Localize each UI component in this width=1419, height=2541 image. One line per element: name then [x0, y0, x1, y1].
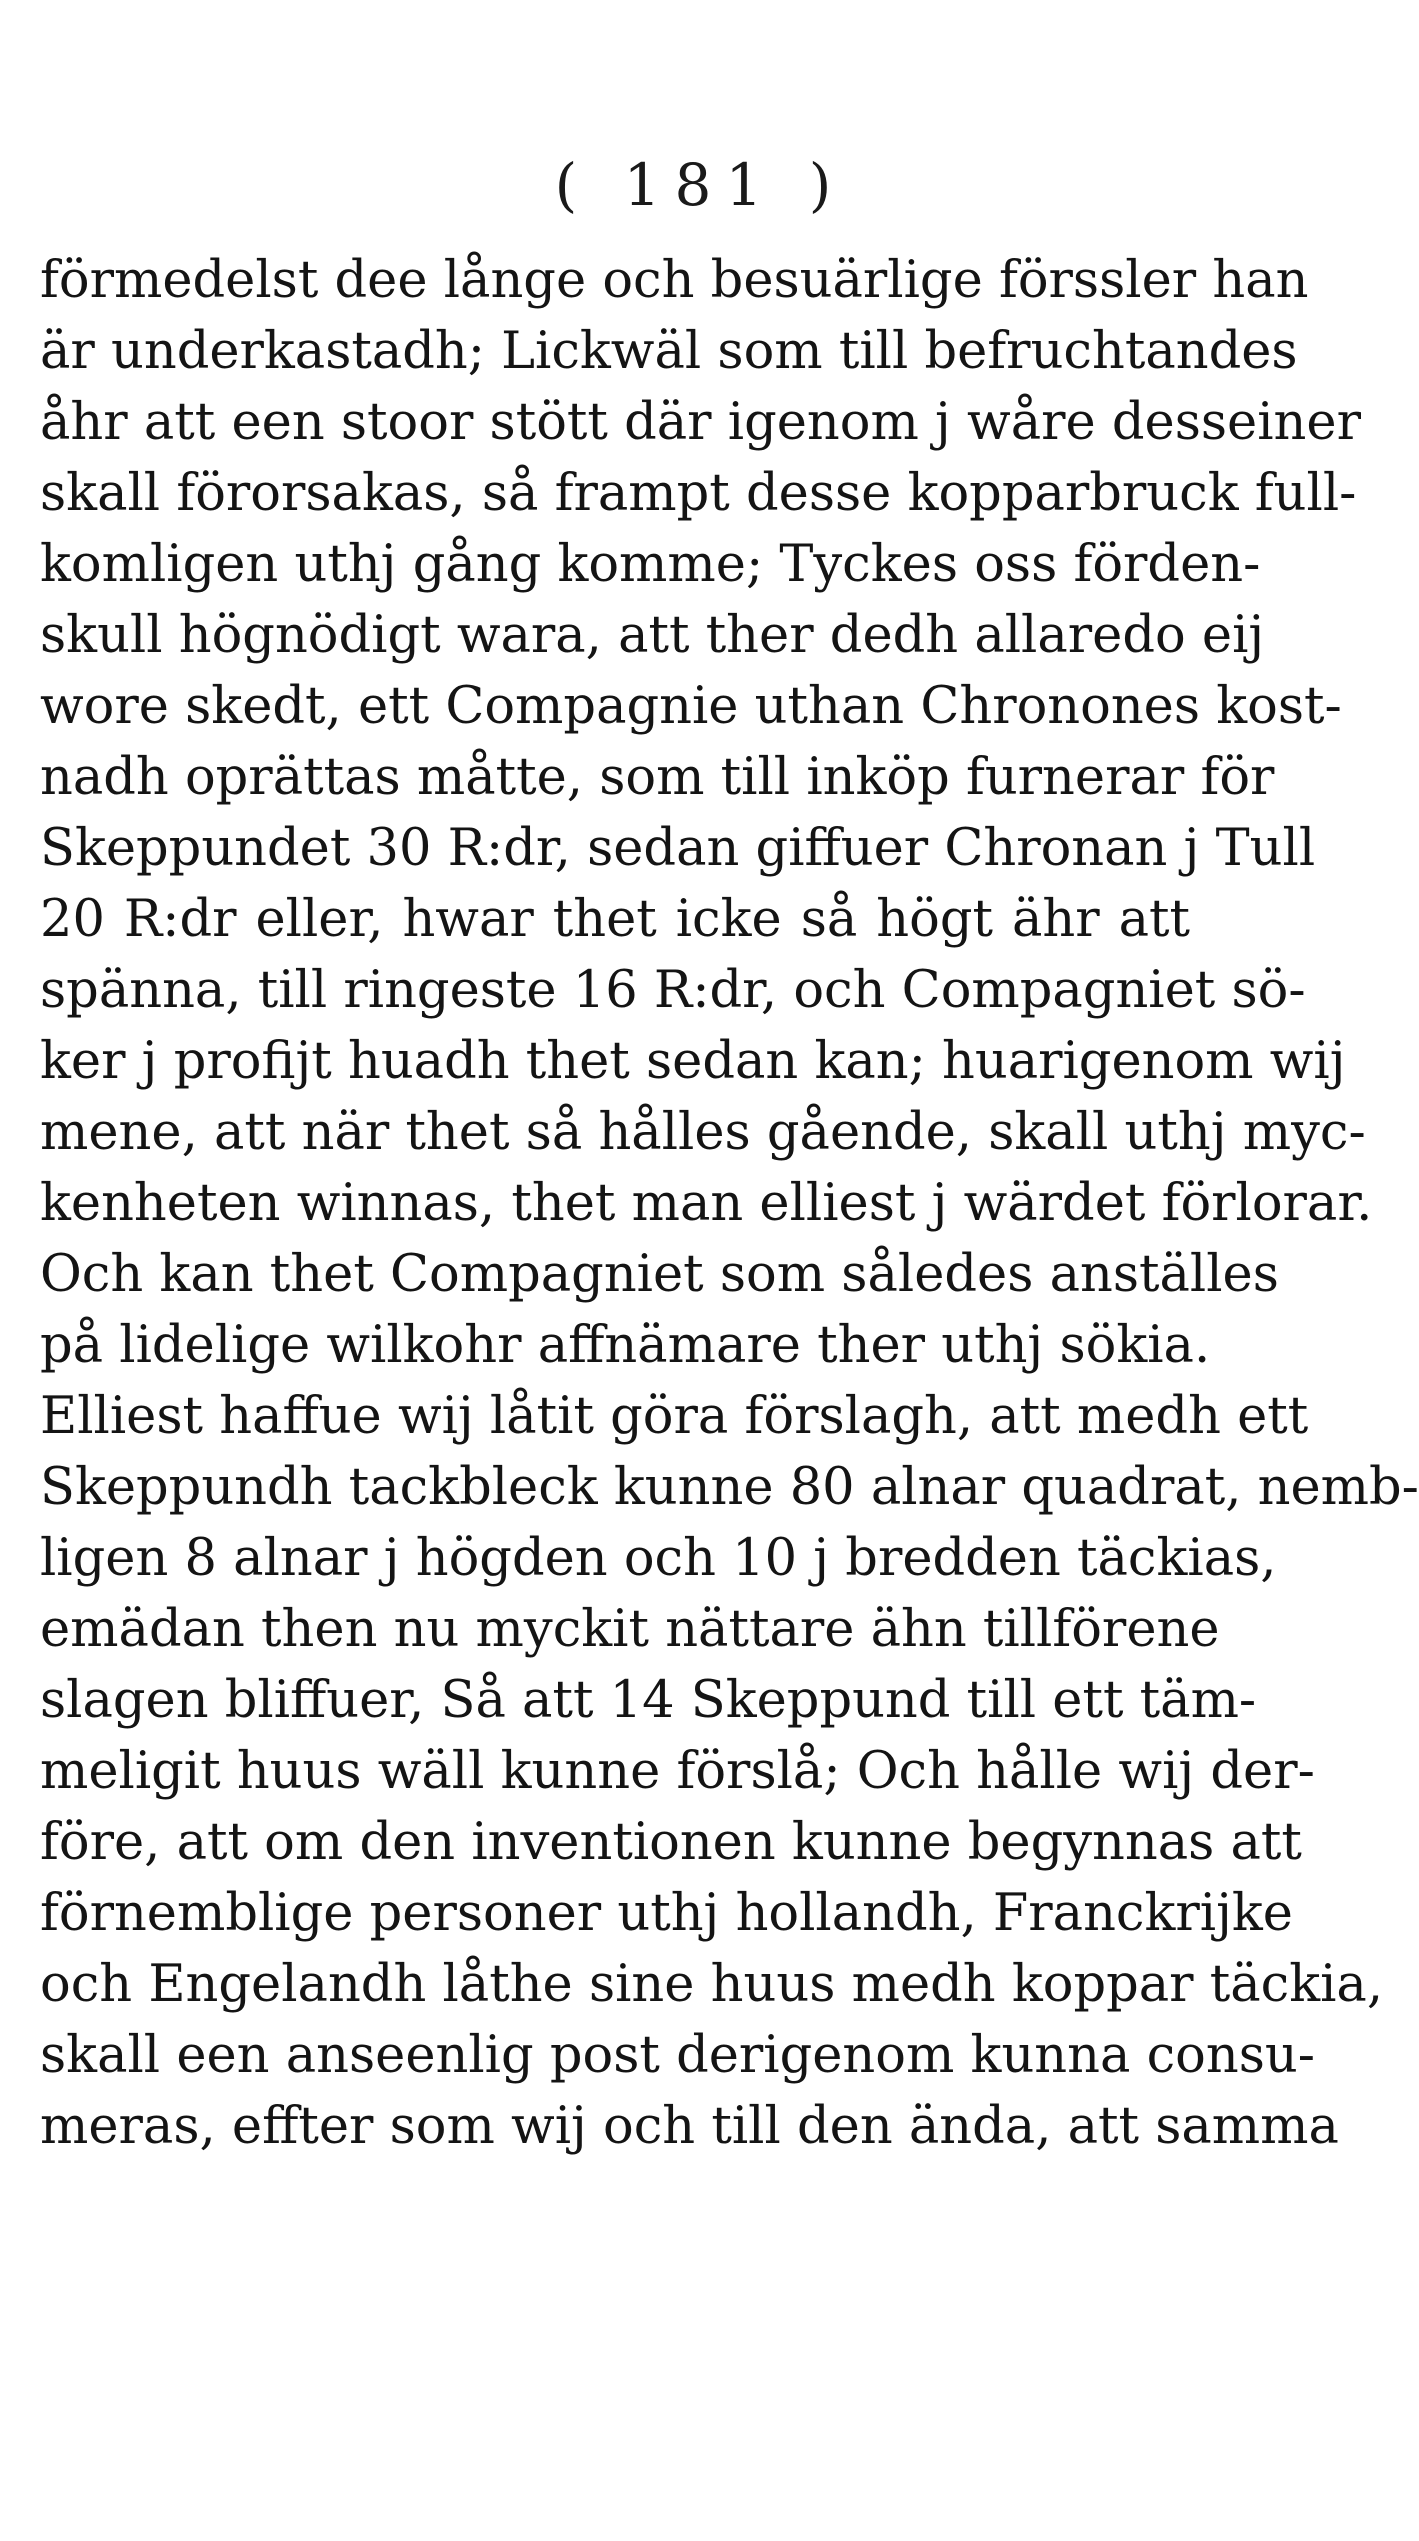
text-line: ligen 8 alnar j högden och 10 j bredden täckias, — [40, 1529, 1277, 1588]
text-line: skall een anseenlig post derigenom kunna consu- — [40, 2026, 1315, 2085]
text-line: emädan then nu myckit nättare ähn tillförene — [40, 1600, 1220, 1659]
text-line: skull högnödigt wara, att ther dedh allaredo eij — [40, 606, 1265, 665]
text-line: är underkastadh; Lickwäl som till befruchtandes — [40, 322, 1298, 381]
text-line: nadh oprättas måtte, som till inköp furnerar för — [40, 748, 1275, 807]
text-line: meras, effter som wij och till den ända, att samma — [40, 2097, 1339, 2156]
text-line: kenheten winnas, thet man elliest j wärdet förlorar. — [40, 1174, 1373, 1233]
text-line: förmedelst dee långe och besuärlige förssler han — [40, 251, 1309, 310]
text-line: wore skedt, ett Compagnie uthan Chronones kost- — [40, 677, 1342, 736]
text-line: Skeppundet 30 R:dr, sedan giffuer Chronan j Tull — [40, 819, 1316, 878]
text-line: spänna, till ringeste 16 R:dr, och Compagniet sö- — [40, 961, 1306, 1020]
text-line: Och kan thet Compagniet som således anställes — [40, 1245, 1279, 1304]
text-line: Skeppundh tackbleck kunne 80 alnar quadrat, nemb- — [40, 1458, 1419, 1517]
text-line: Elliest haffue wij låtit göra förslagh, att medh ett — [40, 1387, 1309, 1446]
text-line: och Engelandh låthe sine huus medh koppar täckia, — [40, 1955, 1384, 2014]
text-line: slagen bliffuer, Så att 14 Skeppund till ett täm- — [40, 1671, 1257, 1730]
text-line: skall förorsakas, så frampt desse kopparbruck full- — [40, 464, 1357, 523]
text-line: meligit huus wäll kunne förslå; Och hålle wij der- — [40, 1742, 1315, 1801]
text-line: 20 R:dr eller, hwar thet icke så högt ähr att — [40, 890, 1190, 949]
text-line: mene, att när thet så hålles gående, skall uthj myc- — [40, 1103, 1366, 1162]
text-line: åhr att een stoor stött där igenom j wåre desseiner — [40, 393, 1361, 452]
body-text — [40, 245, 1419, 2162]
text-line: på lidelige wilkohr affnämare ther uthj sökia. — [40, 1316, 1211, 1375]
text-line: komligen uthj gång komme; Tyckes oss förden- — [40, 535, 1261, 594]
text-line: före, att om den inventionen kunne begynnas att — [40, 1813, 1302, 1872]
text-line: ker j profijt huadh thet sedan kan; huarigenom wij — [40, 1032, 1346, 1091]
text-line: förnemblige personer uthj hollandh, Franckrijke — [40, 1884, 1293, 1943]
page-number: ( 181 ) — [554, 151, 846, 219]
